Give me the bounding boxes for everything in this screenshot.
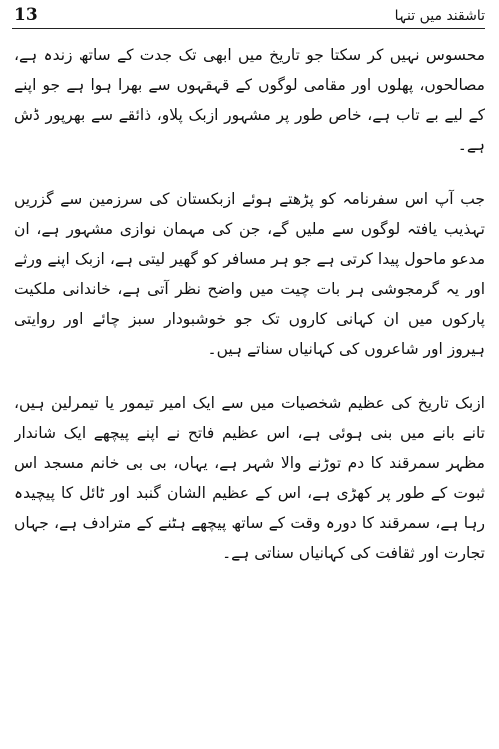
text-line: کے لیے بے تاب ہے، خاص طور پر مشہور ازبک پلاو، ذائقے سے بھرپور ڈش: [14, 106, 485, 124]
text-line: مدعو ماحول پیدا کرتی ہے جو ہر مسافر کو گھیر لیتی ہے، ازبک اپنے ورثے: [14, 250, 485, 268]
text-line: ہے۔: [457, 136, 485, 154]
paragraph-spacer: [14, 160, 485, 184]
text-line: اور یہ گرمجوشی ہر بات چیت میں واضح نظر آتی ہے، خاندانی ملکیت: [14, 280, 485, 298]
text-line: مصالحوں، پھلوں اور مقامی لوگوں کے قہقہوں سے بھرا ہوا ہے جو اپنے: [14, 76, 485, 94]
running-title: تاشقند میں تنہا: [394, 8, 485, 24]
text-line: محسوس نہیں کر سکتا جو تاریخ میں ابھی تک جدت کے ساتھ زندہ ہے،: [14, 46, 485, 64]
text-line: ثبوت کے طور پر کھڑی ہے، اس کے عظیم الشان گنبد اور ٹائل کا پیچیدہ: [14, 484, 485, 502]
page-header: [12, 4, 485, 29]
paragraph-3: [14, 388, 485, 568]
paragraph-spacer: [14, 364, 485, 388]
text-line: ہیروز اور شاعروں کی کہانیاں سناتے ہیں۔: [207, 340, 485, 358]
text-line: تجارت اور ثقافت کی کہانیاں سناتی ہے۔: [222, 544, 485, 562]
text-line: رہا ہے، سمرقند کا دورہ وقت کے ساتھ پیچھے ہٹنے کے مترادف ہے، جہاں: [14, 514, 485, 532]
text-line: جب آپ اس سفرنامہ کو پڑھتے ہوئے ازبکستان کی سرزمین سے گزریں: [14, 190, 485, 208]
paragraph-2: [14, 184, 485, 364]
text-line: تانے بانے میں بنی ہوئی ہے، اس عظیم فاتح نے اپنے پیچھے ایک شاندار: [14, 424, 485, 442]
text-line: مظہر سمرقند کا دم توڑنے والا شہر ہے، یہاں، بی بی خانم مسجد اس: [14, 454, 485, 472]
text-line: پارکوں میں ان کہانی کاروں تک جو خوشبودار سبز چائے اور روایتی: [14, 310, 485, 328]
text-line: تہذیب یافتہ لوگوں سے ملیں گے، جن کی مہمان نوازی مشہور ہے، ان: [14, 220, 485, 238]
text-line: ازبک تاریخ کی عظیم شخصیات میں سے ایک امیر تیمور یا تیمرلین ہیں،: [14, 394, 485, 412]
page-body: [14, 40, 485, 568]
paragraph-1: [14, 40, 485, 160]
page-number: 13: [14, 5, 38, 25]
